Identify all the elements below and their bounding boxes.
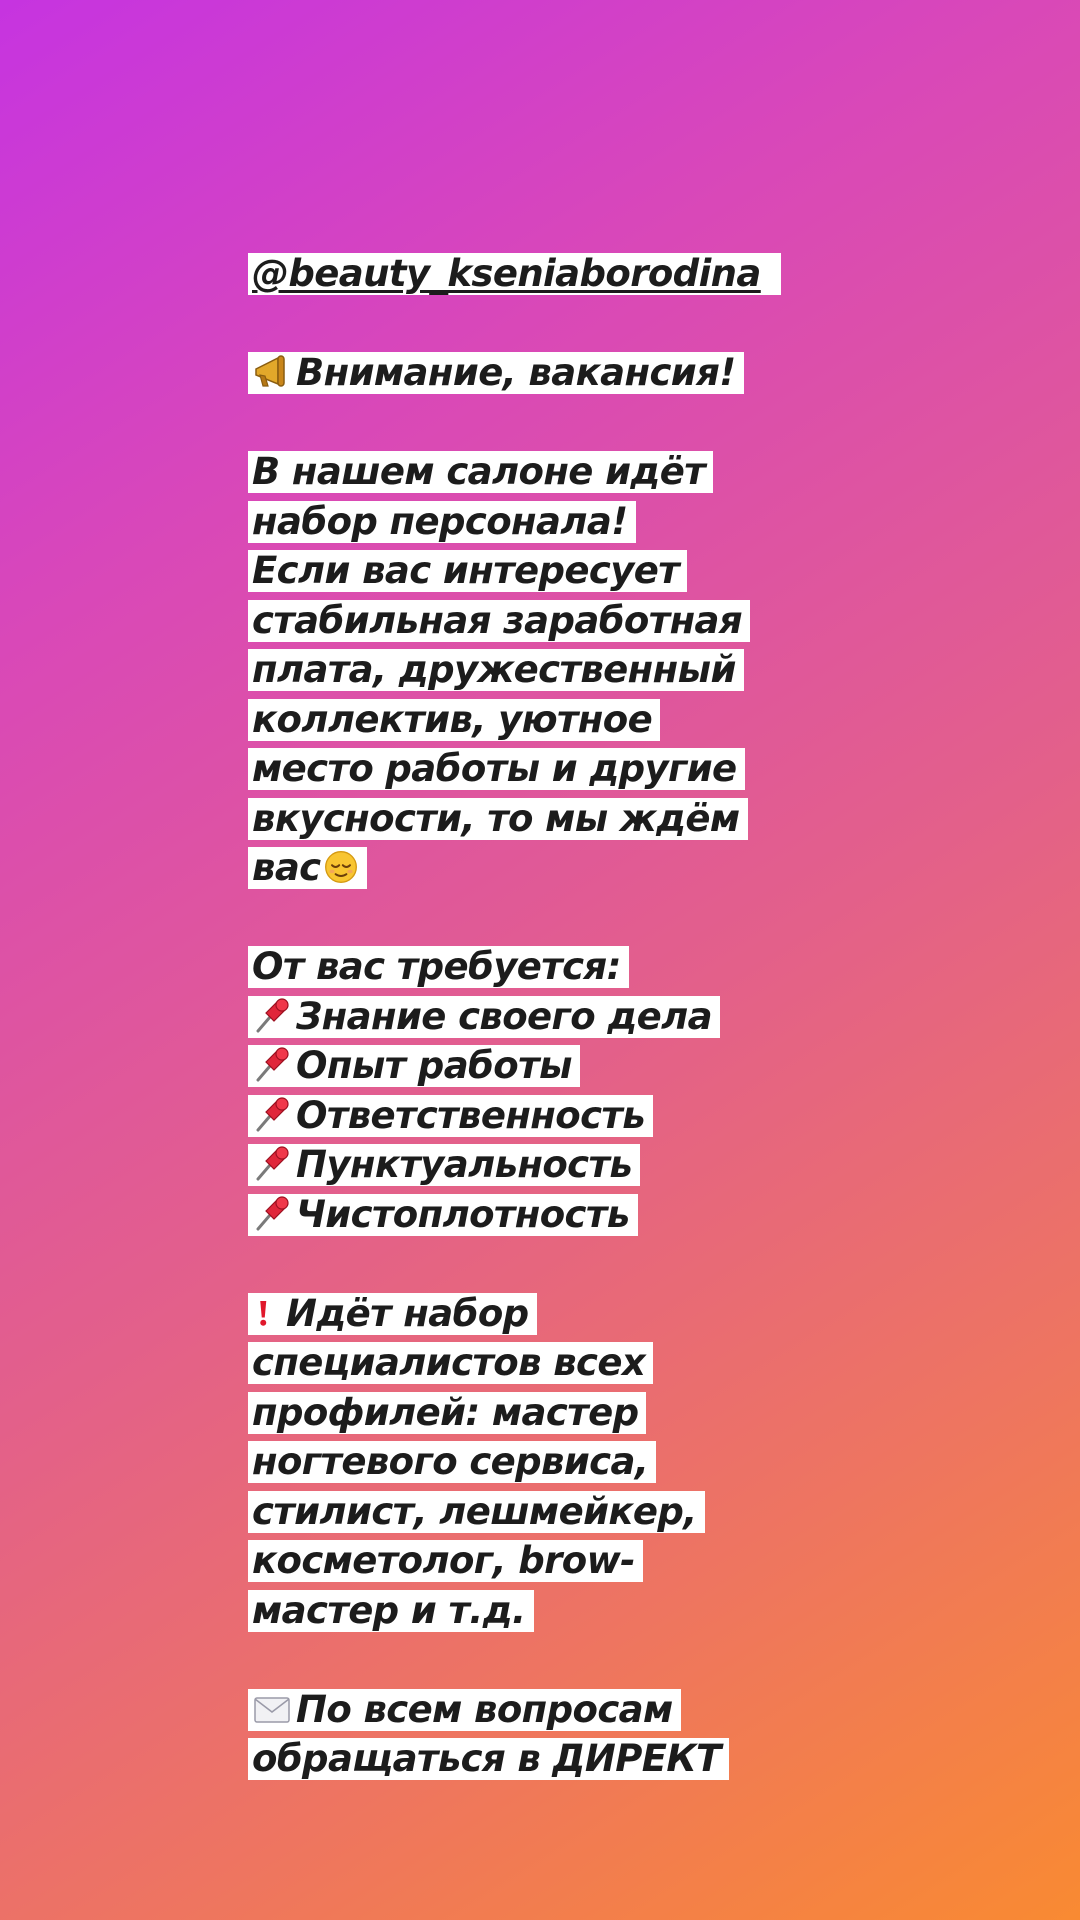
intro-line [248, 748, 1048, 798]
requirement-text: Опыт работы [296, 1044, 572, 1087]
exclamation-icon [252, 1294, 282, 1332]
intro-text: стабильная заработная [248, 600, 750, 642]
spacer [248, 1639, 1048, 1689]
contact-text: обращаться в ДИРЕКТ [248, 1738, 729, 1780]
requirement-item [248, 1095, 1048, 1145]
envelope-icon [252, 1690, 292, 1728]
requirement-item [248, 1045, 1048, 1095]
recruiting-text: косметолог, brow- [248, 1540, 643, 1582]
requirement-item [248, 1144, 1048, 1194]
relieved-face-icon [323, 848, 359, 886]
attention-highlight [248, 352, 744, 394]
requirement-text: Пунктуальность [296, 1143, 633, 1186]
intro-text: В нашем салоне идёт [248, 451, 713, 493]
recruiting-text: специалистов всех [248, 1342, 653, 1384]
requirement-text: Знание своего дела [296, 994, 713, 1038]
intro-line [248, 550, 1048, 600]
intro-text: вас [252, 846, 321, 889]
requirement-item [248, 996, 1048, 1046]
spacer [248, 402, 1048, 452]
spacer [248, 1243, 1048, 1293]
spacer [248, 303, 1048, 353]
intro-highlight [248, 847, 367, 889]
intro-line [248, 600, 1048, 650]
megaphone-icon [252, 353, 292, 391]
pushpin-icon [252, 1195, 292, 1233]
attention-text: Внимание, вакансия! [296, 351, 736, 394]
pushpin-icon [252, 1096, 292, 1134]
requirement-highlight [248, 1144, 640, 1186]
contact-highlight [248, 1689, 681, 1731]
requirement-highlight [248, 1095, 653, 1137]
requirement-highlight [248, 996, 720, 1038]
intro-line [248, 847, 1048, 897]
recruiting-line [248, 1491, 1048, 1541]
intro-line [248, 649, 1048, 699]
intro-line [248, 699, 1048, 749]
requirement-text: Ответственность [296, 1093, 646, 1137]
mention-line [248, 253, 1048, 303]
intro-text: коллектив, уютное [248, 699, 660, 741]
intro-line [248, 451, 1048, 501]
contact-text: По всем вопросам [296, 1687, 673, 1731]
contact-line [248, 1738, 1048, 1788]
requirements-heading-line [248, 946, 1048, 996]
intro-text: набор персонала! [248, 501, 636, 543]
intro-text: Если вас интересует [248, 550, 687, 592]
recruiting-line [248, 1293, 1048, 1343]
intro-text: вкусности, то мы ждём [248, 798, 748, 840]
requirements-heading: От вас требуется: [248, 946, 629, 988]
recruiting-text: профилей: мастер [248, 1392, 646, 1434]
recruiting-highlight [248, 1293, 537, 1335]
recruiting-text: мастер и т.д. [248, 1590, 534, 1632]
contact-line [248, 1689, 1048, 1739]
spacer [248, 897, 1048, 947]
mention-link[interactable] [248, 253, 781, 295]
recruiting-text: Идёт набор [286, 1291, 529, 1335]
requirement-item [248, 1194, 1048, 1244]
recruiting-text: стилист, лешмейкер, [248, 1491, 705, 1533]
attention-line [248, 352, 1048, 402]
recruiting-line [248, 1590, 1048, 1640]
mention-text[interactable]: @beauty_kseniaborodina [252, 252, 761, 295]
recruiting-line [248, 1441, 1048, 1491]
pushpin-icon [252, 1046, 292, 1084]
recruiting-line [248, 1392, 1048, 1442]
requirement-highlight [248, 1045, 580, 1087]
recruiting-line [248, 1540, 1048, 1590]
requirement-text: Чистоплотность [296, 1192, 630, 1236]
pushpin-icon [252, 1145, 292, 1183]
intro-line [248, 501, 1048, 551]
requirement-highlight [248, 1194, 638, 1236]
intro-text: место работы и другие [248, 748, 745, 790]
intro-text: плата, дружественный [248, 649, 744, 691]
recruiting-line [248, 1342, 1048, 1392]
recruiting-text: ногтевого сервиса, [248, 1441, 656, 1483]
pushpin-icon [252, 997, 292, 1035]
intro-line [248, 798, 1048, 848]
story-text-block [248, 253, 1048, 1788]
